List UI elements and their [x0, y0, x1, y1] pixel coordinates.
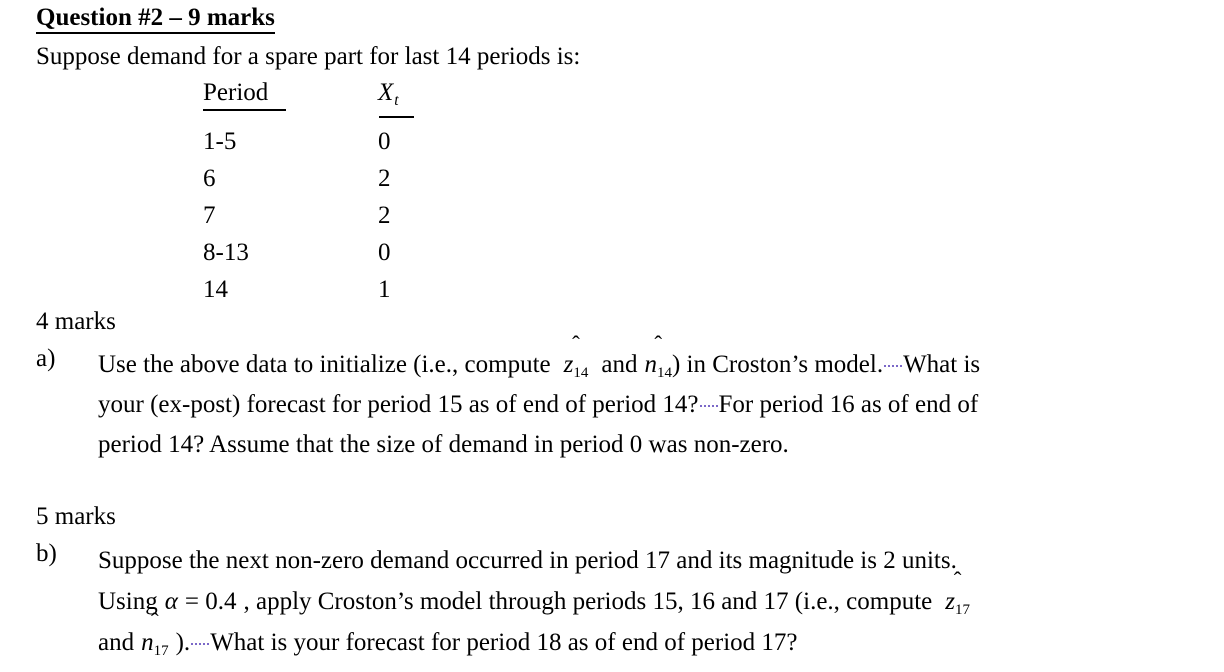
- table-row: [203, 165, 438, 202]
- circumflex-accent: ˆ: [654, 332, 663, 358]
- table-cell-period: 6: [203, 165, 216, 192]
- marks-label-b: 5 marks: [36, 503, 116, 530]
- math-subscript: 14: [656, 365, 672, 381]
- math-alpha-value: = 0.4: [184, 588, 237, 615]
- math-subscript: 17: [955, 602, 970, 618]
- part-b-line-1: Suppose the next non-zero demand occurred in period 17 and its magnitude is 2 units.: [98, 547, 957, 574]
- math-subscript: 14: [573, 365, 589, 381]
- math-base: z: [945, 588, 955, 615]
- circumflex-accent: ˆ: [151, 609, 159, 635]
- table-row: [203, 276, 438, 313]
- math-alpha: α: [164, 588, 178, 615]
- demand-table: [203, 78, 438, 313]
- question-heading: [36, 4, 275, 32]
- circumflex-accent: ˆ: [953, 568, 962, 594]
- math-base: n: [644, 351, 657, 378]
- table-header-x-rule: [379, 116, 414, 118]
- part-b-line-3: [98, 609, 1196, 663]
- circumflex-accent: ˆ: [572, 332, 580, 358]
- intro-sentence: Suppose demand for a spare part for last 14 periods is:: [36, 43, 581, 70]
- table-cell-x: 2: [378, 202, 391, 229]
- part-b-line2-mid: , apply Croston’s model through periods 15, 16 and 17 (i.e., compute: [243, 588, 933, 615]
- table-cell-x: 2: [378, 165, 391, 192]
- part-a-line-3: period 14? Assume that the size of demand in period 0 was non-zero.: [98, 431, 789, 458]
- math-base: n: [141, 629, 154, 656]
- part-b-line2-pre: Using: [98, 588, 158, 615]
- part-a-body: [98, 332, 1196, 465]
- table-header-period: Period: [203, 78, 286, 111]
- part-a-label: a): [36, 345, 56, 372]
- part-b-line3-end: What is your forecast for period 18 as of end of period 17?: [210, 629, 798, 656]
- question-part-a: [36, 332, 1196, 465]
- part-a-line-2: [98, 385, 1196, 425]
- part-b-label: b): [36, 540, 57, 567]
- part-b-line3-pre: and: [98, 629, 135, 656]
- table-cell-x: 0: [378, 128, 391, 155]
- math-base: z: [563, 351, 574, 378]
- math-z-hat-14: [563, 332, 589, 388]
- part-a-line1-end: What is: [903, 351, 981, 378]
- part-b-body: [98, 540, 1196, 663]
- math-z-hat-17: [945, 568, 970, 626]
- table-row: [203, 128, 438, 165]
- table-row: [203, 239, 438, 276]
- part-a-line1-post: ) in Croston’s model.: [671, 351, 884, 378]
- math-subscript: 17: [153, 643, 169, 659]
- math-n-hat-14: [644, 332, 672, 388]
- question-part-b: [36, 540, 1196, 663]
- table-header-period-cell: [203, 78, 378, 128]
- part-b-line-2: [98, 568, 1196, 622]
- part-a-line1-mid: and: [601, 351, 638, 378]
- math-n-hat-17: [141, 609, 169, 667]
- table-header-x-cell: [378, 78, 438, 128]
- table-cell-period: 7: [203, 202, 216, 229]
- table-header-x-subscript: t: [394, 92, 399, 109]
- table-cell-x: 1: [378, 276, 391, 303]
- table-header-x-base: X: [378, 79, 394, 106]
- question-heading-text: Question #2 – 9 marks: [36, 4, 275, 34]
- table-cell-period: 14: [203, 276, 228, 303]
- table-row: [203, 202, 438, 239]
- part-b-line3-mid: ).: [175, 629, 191, 656]
- table-header-x: [378, 78, 400, 108]
- table-cell-period: 1-5: [203, 128, 237, 155]
- part-a-line2-end: For period 16 as of end of: [718, 391, 979, 418]
- part-a-line-1: [98, 332, 1196, 385]
- table-cell-x: 0: [378, 239, 391, 266]
- table-header-row: [203, 78, 438, 128]
- part-a-line2-pre: your (ex-post) forecast for period 15 as of end of period 14?: [98, 391, 699, 418]
- part-a-line1-pre: Use the above data to initialize (i.e., compute: [98, 351, 551, 378]
- marks-label-a: 4 marks: [36, 308, 116, 335]
- table-cell-period: 8-13: [203, 239, 249, 266]
